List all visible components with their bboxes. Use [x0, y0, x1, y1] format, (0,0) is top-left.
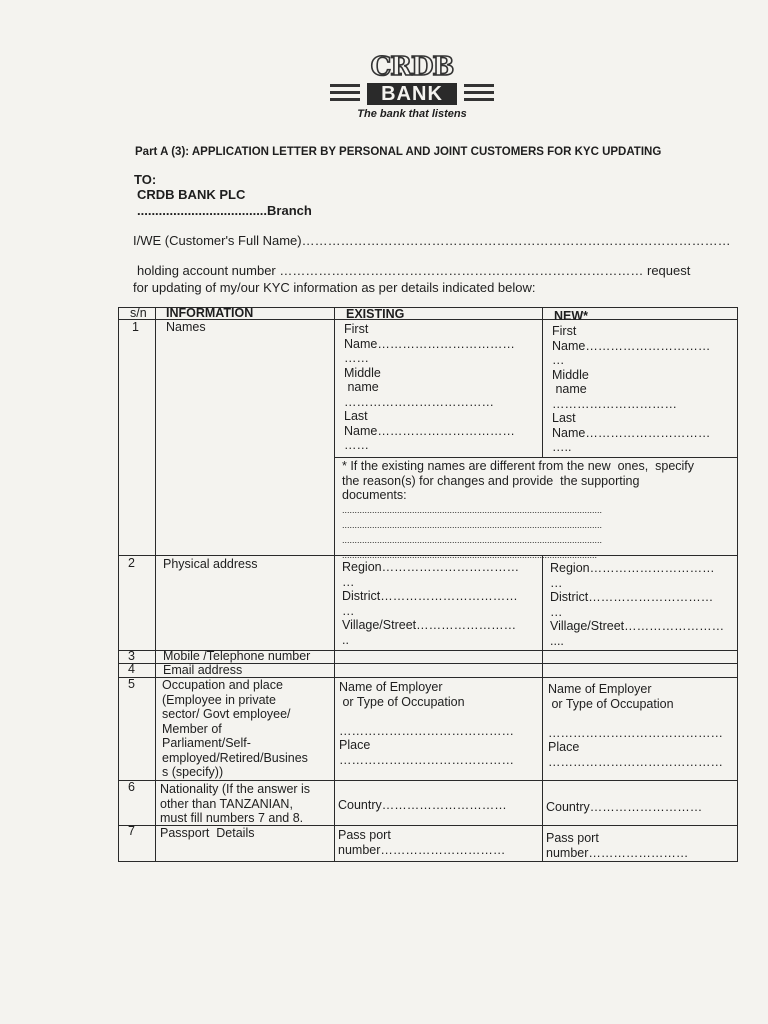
row-1-new-names[interactable]: First Name………………………… … Middle name ………………………… Last Name………………………… ….. — [552, 324, 711, 454]
row-4-new-email-field[interactable] — [543, 664, 737, 677]
logo-bars-right — [464, 84, 494, 105]
request-line: for updating of my/our KYC information as per details indicated below: — [133, 280, 536, 295]
row-5-existing-occupation[interactable]: Name of Employer or Type of Occupation …………………………………… Place …………………………………… — [339, 680, 514, 767]
row-3-info: Mobile /Telephone number — [163, 649, 311, 663]
row-7-info: Passport Details — [160, 826, 255, 840]
row-4-info: Email address — [163, 663, 243, 677]
row-7-sn: 7 — [128, 824, 135, 838]
row-4-sn: 4 — [128, 662, 135, 676]
header-information: INFORMATION — [166, 306, 254, 320]
header-sn: s/n — [130, 306, 147, 320]
customer-name-line: I/WE (Customer's Full Name)……………………………………………………………………………………… — [133, 233, 731, 248]
row-5-sn: 5 — [128, 677, 135, 691]
form-title: Part A (3): APPLICATION LETTER BY PERSONAL AND JOINT CUSTOMERS FOR KYC UPDATING — [135, 146, 662, 158]
row-6-existing-country[interactable]: Country………………………… — [338, 798, 507, 812]
header-existing: EXISTING — [346, 307, 405, 321]
account-number-line: holding account number ………………………………………………………………………… request — [137, 263, 691, 278]
row-2-sn: 2 — [128, 556, 135, 570]
row-6-new-country[interactable]: Country……………………… — [546, 800, 703, 814]
name-change-reason-field[interactable]: ........................................................................................................ ........................................................................................................ ........................................................................................................ ...................................................................................................... — [342, 505, 603, 560]
row-1-existing-names[interactable]: First Name…………………………… …… Middle name ……………………………… Last Name…………………………… …… — [344, 322, 515, 452]
logo-tagline: The bank that listens — [357, 108, 467, 120]
branch-line: ....................................Branch — [137, 203, 312, 218]
name-change-reason-label: * If the existing names are different from the new ones, specify the reason(s) for changes and provide the supporting documents: — [342, 459, 695, 502]
row-2-existing-address[interactable]: Region…………………………… … District…………………………… … Village/Street…………………… .. — [342, 560, 520, 647]
logo-bars-left — [330, 84, 360, 105]
row-7-new-passport[interactable]: Pass port number…………………… — [546, 831, 689, 860]
row-4-existing-email-field[interactable] — [335, 664, 541, 677]
kyc-info-table — [118, 307, 738, 862]
logo-bank-text: BANK — [367, 83, 457, 105]
row-1-info: Names — [166, 320, 206, 334]
row-2-info: Physical address — [163, 557, 258, 571]
row-3-new-phone-field[interactable] — [543, 651, 737, 663]
row-6-sn: 6 — [128, 780, 135, 794]
header-new: NEW* — [554, 309, 589, 323]
logo-crdb-text: CRDB — [370, 52, 454, 82]
addressee: CRDB BANK PLC — [137, 187, 246, 202]
row-2-new-address[interactable]: Region………………………… … District………………………… … Village/Street…………………… .... — [550, 561, 725, 648]
to-label: TO: — [134, 172, 157, 187]
row-3-existing-phone-field[interactable] — [335, 651, 541, 663]
row-5-new-occupation[interactable]: Name of Employer or Type of Occupation …………………………………… Place …………………………………… — [548, 682, 723, 769]
row-1-sn: 1 — [132, 320, 139, 334]
row-7-existing-passport[interactable]: Pass port number………………………… — [338, 828, 506, 857]
crdb-logo — [327, 52, 497, 124]
row-3-sn: 3 — [128, 649, 135, 663]
row-5-info: Occupation and place (Employee in private sector/ Govt employee/ Member of Parliament/Self- employed/Retired/Busines s (specify)) — [162, 678, 308, 779]
row-6-info: Nationality (If the answer is other than TANZANIAN, must fill numbers 7 and 8. — [160, 782, 311, 825]
